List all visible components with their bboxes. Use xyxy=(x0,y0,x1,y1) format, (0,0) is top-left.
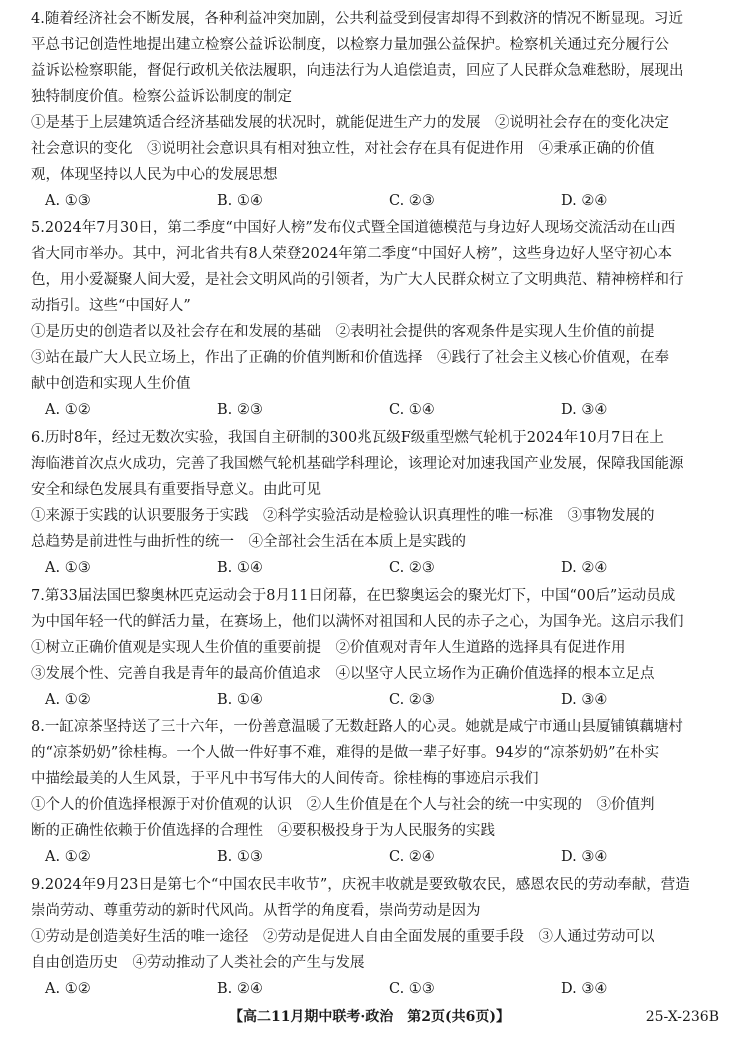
question-text-line: 献中创造和实现人生价值 xyxy=(31,376,191,392)
question-text-line: 5.2024年7月30日，第二季度“中国好人榜”发布仪式暨全国道德模范与身边好人现场交流活动在山西 xyxy=(31,220,676,236)
option-d[interactable]: D. ③④ xyxy=(561,981,608,997)
option-d[interactable]: D. ③④ xyxy=(561,849,608,865)
question-text-line: ①来源于实践的认识要服务于实践 ②科学实验活动是检验认识真理性的唯一标准 ③事物发展的 xyxy=(31,508,655,524)
question-text-line: 社会意识的变化 ③说明社会意识具有相对独立性，对社会存在具有促进作用 ④秉承正确的价值 xyxy=(31,141,655,157)
options-row xyxy=(31,687,719,713)
question-text-line: 观，体现坚持以人民为中心的发展思想 xyxy=(31,167,278,183)
question-text-line: 9.2024年9月23日是第七个“中国农民丰收节”，庆祝丰收就是要致敬农民，感恩农民的劳动奉献，营造 xyxy=(31,877,690,893)
footer-page-info: 【高二11月期中联考·政治 第2页(共6页)】 xyxy=(228,1009,511,1025)
option-a[interactable]: A. ①② xyxy=(45,849,91,865)
options-row xyxy=(31,555,719,581)
question-5 xyxy=(31,215,719,423)
question-text-line: 海临港首次点火成功，完善了我国燃气轮机基础学科理论，该理论对加速我国产业发展，保障我国能源 xyxy=(31,456,684,472)
question-text-line: 动指引。这些“中国好人” xyxy=(31,298,191,314)
option-a[interactable]: A. ①② xyxy=(45,981,91,997)
question-text-line: 省大同市举办。其中，河北省共有8人荣登2024年第二季度“中国好人榜”，这些身边好人坚守初心本 xyxy=(31,246,672,262)
option-c[interactable]: C. ②③ xyxy=(389,692,435,708)
question-text-line: 总趋势是前进性与曲折性的统一 ④全部社会生活在本质上是实践的 xyxy=(31,534,466,550)
question-text-line: ③发展个性、完善自我是青年的最高价值追求 ④以坚守人民立场作为正确价值选择的根本立足点 xyxy=(31,666,655,682)
question-text-line: 安全和绿色发展具有重要指导意义。由此可见 xyxy=(31,482,321,498)
question-text-line: ①树立正确价值观是实现人生价值的重要前提 ②价值观对青年人生道路的选择具有促进作用 xyxy=(31,640,626,656)
question-text-line: ③站在最广大人民立场上，作出了正确的价值判断和价值选择 ④践行了社会主义核心价值观，在奉 xyxy=(31,350,669,366)
option-b[interactable]: B. ①④ xyxy=(217,193,263,209)
option-a[interactable]: A. ①③ xyxy=(45,193,91,209)
option-c[interactable]: C. ②③ xyxy=(389,193,435,209)
question-text-line: 4.随着经济社会不断发展，各种利益冲突加剧，公共利益受到侵害却得不到救济的情况不断显现。习近 xyxy=(31,11,683,27)
question-7 xyxy=(31,583,719,713)
option-c[interactable]: C. ②④ xyxy=(389,849,435,865)
option-d[interactable]: D. ②④ xyxy=(561,560,608,576)
option-d[interactable]: D. ③④ xyxy=(561,692,608,708)
question-8 xyxy=(31,714,719,870)
option-a[interactable]: A. ①② xyxy=(45,692,91,708)
option-c[interactable]: C. ①④ xyxy=(389,402,435,418)
option-d[interactable]: D. ②④ xyxy=(561,193,608,209)
question-text-line: 独特制度价值。检察公益诉讼制度的制定 xyxy=(31,89,292,105)
options-row xyxy=(31,397,719,423)
footer-exam-code: 25-X-236B xyxy=(645,1009,719,1025)
option-b[interactable]: B. ②④ xyxy=(217,981,263,997)
question-text-line: 断的正确性依赖于价值选择的合理性 ④要积极投身于为人民服务的实践 xyxy=(31,823,495,839)
option-c[interactable]: C. ①③ xyxy=(389,981,435,997)
question-4 xyxy=(31,6,719,214)
option-b[interactable]: B. ②③ xyxy=(217,402,263,418)
option-b[interactable]: B. ①④ xyxy=(217,560,263,576)
option-b[interactable]: B. ①④ xyxy=(217,692,263,708)
option-a[interactable]: A. ①③ xyxy=(45,560,91,576)
question-text-line: 为中国年轻一代的鲜活力量，在赛场上，他们以满怀对祖国和人民的赤子之心，为国争光。这启示我们 xyxy=(31,614,684,630)
question-text-line: ①个人的价值选择根源于对价值观的认识 ②人生价值是在个人与社会的统一中实现的 ③价值判 xyxy=(31,797,655,813)
options-row xyxy=(31,844,719,870)
question-text-line: ①是基于上层建筑适合经济基础发展的状况时，就能促进生产力的发展 ②说明社会存在的变化决定 xyxy=(31,115,669,131)
question-text-line: ①劳动是创造美好生活的唯一途径 ②劳动是促进人自由全面发展的重要手段 ③人通过劳动可以 xyxy=(31,929,655,945)
question-text-line: 崇尚劳动、尊重劳动的新时代风尚。从哲学的角度看，崇尚劳动是因为 xyxy=(31,903,481,919)
options-row xyxy=(31,188,719,214)
question-text-line: 自由创造历史 ④劳动推动了人类社会的产生与发展 xyxy=(31,955,365,971)
question-text-line: 益诉讼检察职能，督促行政机关依法履职，向违法行为人追偿追责，回应了人民群众急难愁盼，展现出 xyxy=(31,63,684,79)
question-text-line: 中描绘最美的人生风景，于平凡中书写伟大的人间传奇。徐桂梅的事迹启示我们 xyxy=(31,771,539,787)
question-text-line: 的“凉茶奶奶”徐桂梅。一个人做一件好事不难，难得的是做一辈子好事。94岁的“凉茶奶奶”在朴实 xyxy=(31,745,660,761)
question-text-line: 平总书记创造性地提出建立检察公益诉讼制度，以检察力量加强公益保护。检察机关通过充分履行公 xyxy=(31,37,669,53)
option-b[interactable]: B. ①③ xyxy=(217,849,263,865)
option-a[interactable]: A. ①② xyxy=(45,402,91,418)
question-text-line: ①是历史的创造者以及社会存在和发展的基础 ②表明社会提供的客观条件是实现人生价值的前提 xyxy=(31,324,655,340)
option-d[interactable]: D. ③④ xyxy=(561,402,608,418)
question-text-line: 8.一缸凉茶坚持送了三十六年，一份善意温暖了无数赶路人的心灵。她就是咸宁市通山县厦铺镇藕塘村 xyxy=(31,719,683,735)
question-text-line: 6.历时8年，经过无数次实验，我国自主研制的300兆瓦级F级重型燃气轮机于2024年10月7日在上 xyxy=(31,430,664,446)
question-6 xyxy=(31,425,719,581)
question-text-line: 色，用小爱凝聚人间大爱，是社会文明风尚的引领者，为广大人民群众树立了文明典范、精神榜样和行 xyxy=(31,272,684,288)
question-9 xyxy=(31,872,719,1002)
option-c[interactable]: C. ②③ xyxy=(389,560,435,576)
question-text-line: 7.第33届法国巴黎奥林匹克运动会于8月11日闭幕，在巴黎奥运会的聚光灯下，中国“00后”运动员成 xyxy=(31,588,676,604)
options-row xyxy=(31,976,719,1002)
